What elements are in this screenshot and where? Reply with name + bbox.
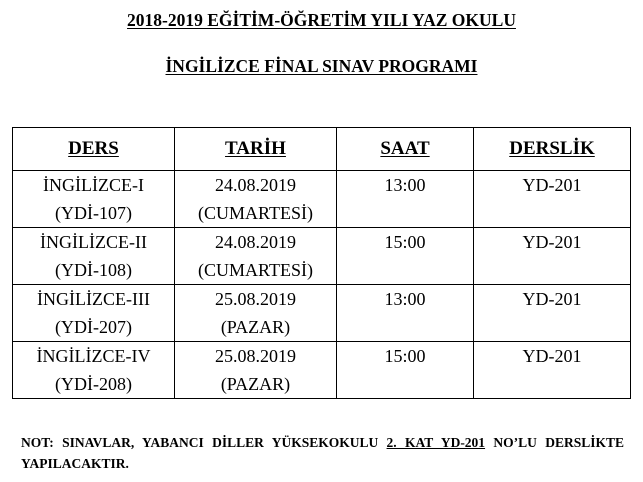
course-cell	[13, 228, 175, 285]
exam-day: (PAZAR)	[220, 374, 291, 394]
course-code: (YDİ-208)	[55, 374, 132, 394]
course-cell	[13, 285, 175, 342]
exam-room: YD-201	[522, 289, 582, 309]
header-tarih: TARİH	[175, 128, 337, 171]
document-subtitle: İNGİLİZCE FİNAL SINAV PROGRAMI	[165, 56, 478, 76]
table-row	[13, 171, 631, 228]
exam-day: (CUMARTESİ)	[198, 203, 313, 223]
exam-room: YD-201	[522, 346, 582, 366]
course-name: İNGİLİZCE-I	[43, 175, 144, 195]
time-cell	[337, 228, 474, 285]
exam-time: 13:00	[384, 175, 426, 195]
time-cell	[337, 171, 474, 228]
course-cell	[13, 171, 175, 228]
exam-day: (CUMARTESİ)	[198, 260, 313, 280]
exam-time: 15:00	[384, 346, 426, 366]
exam-time: 13:00	[384, 289, 426, 309]
room-cell	[474, 342, 631, 399]
date-cell	[175, 342, 337, 399]
time-cell	[337, 285, 474, 342]
course-code: (YDİ-107)	[55, 203, 132, 223]
note-prefix: NOT: SINAVLAR, YABANCI DİLLER YÜKSEKOKULU	[21, 435, 387, 450]
course-code: (YDİ-108)	[55, 260, 132, 280]
exam-date: 25.08.2019	[215, 289, 296, 309]
date-cell	[175, 171, 337, 228]
table-row	[13, 228, 631, 285]
document-title: 2018-2019 EĞİTİM-ÖĞRETİM YILI YAZ OKULU	[127, 10, 516, 30]
date-cell	[175, 228, 337, 285]
exam-room: YD-201	[522, 175, 582, 195]
table-row	[13, 285, 631, 342]
date-cell	[175, 285, 337, 342]
exam-note	[21, 432, 624, 474]
course-name: İNGİLİZCE-II	[40, 232, 147, 252]
exam-room: YD-201	[522, 232, 582, 252]
course-code: (YDİ-207)	[55, 317, 132, 337]
exam-date: 24.08.2019	[215, 232, 296, 252]
header-saat: SAAT	[337, 128, 474, 171]
table-row	[13, 342, 631, 399]
course-name: İNGİLİZCE-III	[37, 289, 150, 309]
course-cell	[13, 342, 175, 399]
note-location: 2. KAT YD-201	[386, 435, 486, 450]
header-derslik: DERSLİK	[474, 128, 631, 171]
exam-date: 24.08.2019	[215, 175, 296, 195]
table-header-row	[13, 128, 631, 171]
time-cell	[337, 342, 474, 399]
exam-day: (PAZAR)	[220, 317, 291, 337]
room-cell	[474, 285, 631, 342]
room-cell	[474, 228, 631, 285]
exam-schedule-table	[12, 127, 631, 399]
note-suffix: NO’LU DERSLİKTE YAPILACAKTIR.	[21, 435, 624, 471]
course-name: İNGİLİZCE-IV	[36, 346, 151, 366]
room-cell	[474, 171, 631, 228]
exam-time: 15:00	[384, 232, 426, 252]
header-ders: DERS	[13, 128, 175, 171]
exam-date: 25.08.2019	[215, 346, 296, 366]
